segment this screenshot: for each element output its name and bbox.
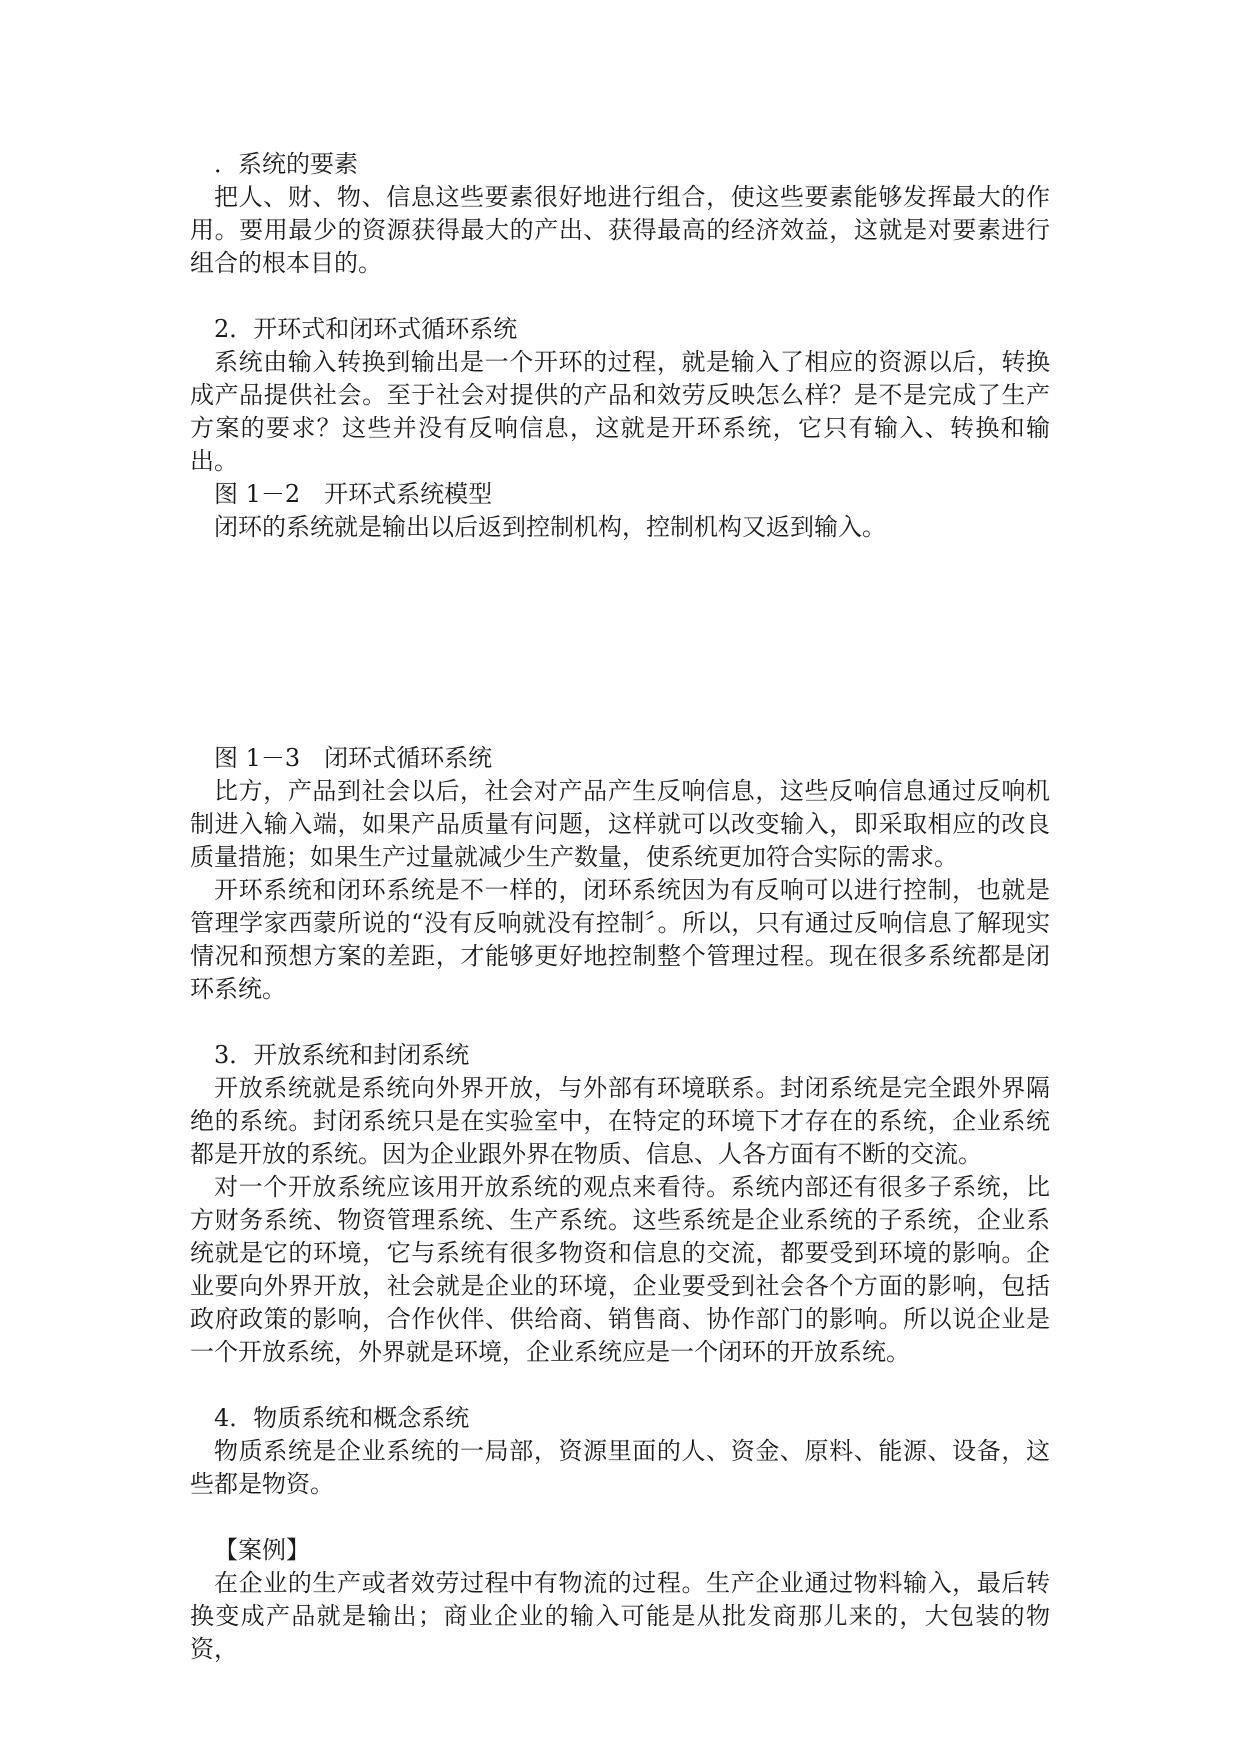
figure-caption-1-2: 图 1－2 开环式系统模型 <box>214 480 493 508</box>
figure-caption-1-3: 图 1－3 闭环式循环系统 <box>214 744 493 772</box>
paragraph: 比方，产品到社会以后，社会对产品产生反响信息，这些反响信息通过反响机制进入输入端，如果产品质量有问题，这样就可以改变输入，即采取相应的改良质量措施；如果生产过量就减少生产数量，使系统更加符合实际的需求。 <box>190 777 1050 871</box>
paragraph: 把人、财、物、信息这些要素很好地进行组合，使这些要素能够发挥最大的作用。要用最少的资源获得最大的产出、获得最高的经济效益，这就是对要素进行组合的根本目的。 <box>190 183 1050 277</box>
spacer <box>190 1006 1050 1039</box>
document-page <box>190 148 1050 1666</box>
paragraph: 物质系统是企业系统的一局部，资源里面的人、资金、原料、能源、设备，这些都是物资。 <box>190 1437 1050 1498</box>
section-heading-open-closed-system: 3．开放系统和封闭系统 <box>214 1041 470 1069</box>
paragraph: 在企业的生产或者效劳过程中有物流的过程。生产企业通过物料输入，最后转换变成产品就是输出；商业企业的输入可能是从批发商那儿来的，大包装的物资， <box>190 1569 1050 1663</box>
case-heading: 【案例】 <box>214 1536 310 1564</box>
paragraph: 开环系统和闭环系统是不一样的，闭环系统因为有反响可以进行控制，也就是管理学家西蒙所说的“没有反响就没有控制〞。所以，只有通过反响信息了解现实情况和预想方案的差距，才能够更好地控制整个管理过程。现在很多系统都是闭环系统。 <box>190 876 1050 1003</box>
spacer <box>190 280 1050 313</box>
spacer <box>190 1501 1050 1534</box>
paragraph: 系统由输入转换到输出是一个开环的过程，就是输入了相应的资源以后，转换成产品提供社会。至于社会对提供的产品和效劳反映怎么样？是不是完成了生产方案的要求？这些并没有反响信息，这就是开环系统，它只有输入、转换和输出。 <box>190 348 1050 475</box>
figure-placeholder <box>190 544 1050 742</box>
paragraph: 对一个开放系统应该用开放系统的观点来看待。系统内部还有很多子系统，比方财务系统、物资管理系统、生产系统。这些系统是企业系统的子系统，企业系统就是它的环境，它与系统有很多物资和信息的交流，都要受到环境的影响。企业要向外界开放，社会就是企业的环境，企业要受到社会各个方面的影响，包括政府政策的影响，合作伙伴、供给商、销售商、协作部门的影响。所以说企业是一个开放系统，外界就是环境，企业系统应是一个闭环的开放系统。 <box>190 1173 1050 1366</box>
section-heading-open-closed-loop: 2．开环式和闭环式循环系统 <box>214 315 518 343</box>
section-heading-material-concept: 4．物质系统和概念系统 <box>214 1404 470 1432</box>
section-heading-elements: ．系统的要素 <box>214 150 358 178</box>
paragraph: 开放系统就是系统向外界开放，与外部有环境联系。封闭系统是完全跟外界隔绝的系统。封闭系统只是在实验室中，在特定的环境下才存在的系统，企业系统都是开放的系统。因为企业跟外界在物质、信息、人各方面有不断的交流。 <box>190 1074 1050 1168</box>
spacer <box>190 1369 1050 1402</box>
paragraph: 闭环的系统就是输出以后返到控制机构，控制机构又返到输入。 <box>214 513 886 541</box>
